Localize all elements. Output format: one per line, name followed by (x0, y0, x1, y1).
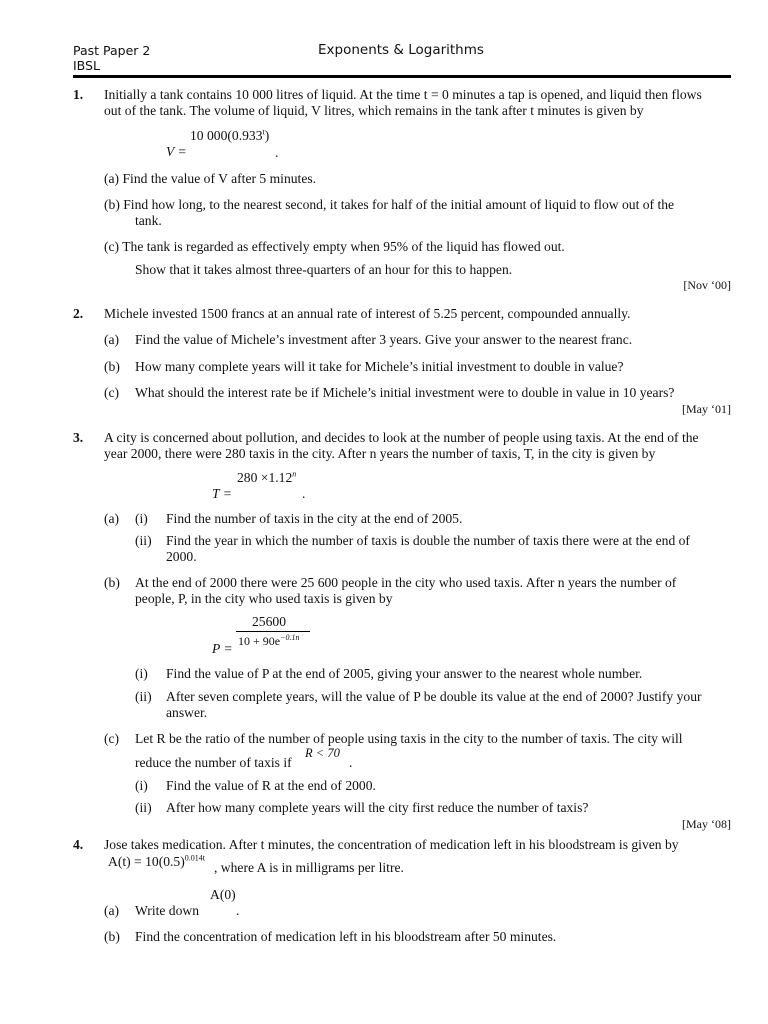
subpart-a-ii-line: 2000. (166, 549, 197, 564)
header-paper-label: Past Paper 2 (73, 43, 151, 58)
part-c-line: Show that it takes almost three-quarters of an hour for this to happen. (135, 262, 513, 277)
formula-period: . (275, 145, 279, 160)
part-b: How many complete years will it take for Michele’s initial investment to double in value? (135, 359, 624, 374)
part-b-line: At the end of 2000 there were 25 600 people in the city who used taxis. After n years the number of (135, 575, 677, 590)
page-title: Exponents & Logarithms (318, 42, 484, 58)
header-rule (73, 75, 731, 78)
inequality: R < 70 (305, 746, 340, 760)
question-stem-line: year 2000, there were 280 taxis in the city. After n years the number of taxis, T, in the city is given by (104, 446, 656, 461)
subpart-a-ii-line: Find the year in which the number of taxis is double the number of taxis there were at the end of (166, 533, 690, 548)
part-label: (a) (104, 903, 120, 918)
part-c-line: (c) The tank is regarded as effectively empty when 95% of the liquid has flowed out. (104, 239, 565, 254)
question-number: 3. (73, 430, 84, 445)
part-label: (a) (104, 511, 120, 526)
part-label: (a) (104, 332, 120, 347)
subpart-label: (i) (135, 778, 148, 793)
header-course-label: IBSL (73, 58, 100, 73)
part-c: What should the interest rate be if Michele’s initial investment were to double in value in 10 years? (135, 385, 675, 400)
taxi-formula-numerator: $280 \times 1.12^n$ (237, 469, 297, 485)
part-label: (b) (104, 929, 120, 944)
formula-numerator: 10 000(0.933$^t$) (190, 127, 270, 143)
formula-period: . (302, 486, 306, 501)
source-tag: [Nov ‘00] (683, 278, 731, 292)
subpart-a-i: Find the number of taxis in the city at the end of 2005. (166, 511, 463, 526)
subpart-label: (i) (135, 666, 148, 681)
subpart-b-ii-line: After seven complete years, will the value of P be double its value at the end of 2000? Justify your (166, 689, 702, 704)
subpart-c-i: Find the value of R at the end of 2000. (166, 778, 376, 793)
people-formula-numerator: 25600 (252, 614, 286, 629)
question-number: 1. (73, 87, 84, 102)
question-stem-line: Michele invested 1500 francs at an annual rate of interest of 5.25 percent, compounded annually. (104, 306, 631, 321)
source-tag: [May ‘01] (682, 402, 731, 416)
part-label: (b) (104, 575, 120, 590)
medication-formula: $A(t) = 10(0.5)^{0.014t}$ (108, 853, 205, 869)
formula-period: . (349, 755, 353, 770)
part-a: Find the value of Michele’s investment after 3 years. Give your answer to the nearest franc. (135, 332, 633, 347)
subpart-c-ii: After how many complete years will the city first reduce the number of taxis? (166, 800, 589, 815)
question-stem-line: A city is concerned about pollution, and decides to look at the number of people using taxis. At the end of the (104, 430, 699, 445)
part-b-line: tank. (135, 213, 162, 228)
part-a: Write down (135, 903, 200, 918)
initial-value-expr: A(0) (210, 887, 236, 902)
subpart-label: (ii) (135, 800, 152, 815)
question-number: 2. (73, 306, 84, 321)
part-b-line: people, P, in the city who used taxis is given by (135, 591, 393, 606)
part-a: (a) Find the value of V after 5 minutes. (104, 171, 317, 186)
part-label: (c) (104, 731, 120, 746)
part-label: (b) (104, 359, 120, 374)
question-stem-line: Jose takes medication. After t minutes, the concentration of medication left in his bloodstream is given by (104, 837, 679, 852)
taxi-formula-lhs: T = (212, 486, 232, 501)
part-c-line: reduce the number of taxis if (135, 755, 292, 770)
part-b: Find the concentration of medication left in his bloodstream after 50 minutes. (135, 929, 557, 944)
question-stem-line: out of the tank. The volume of liquid, V litres, which remains in the tank after t minutes is given by (104, 103, 644, 118)
formula-period: . (236, 903, 240, 918)
question-number: 4. (73, 837, 84, 852)
subpart-b-ii-line: answer. (166, 705, 208, 720)
subpart-b-i: Find the value of P at the end of 2005, giving your answer to the nearest whole number. (166, 666, 643, 681)
question-stem-line: , where A is in milligrams per litre. (214, 860, 404, 875)
question-stem-line: Initially a tank contains 10 000 litres of liquid. At the time t = 0 minutes a tap is opened, and liquid then flows (104, 87, 702, 102)
formula-lhs: V = (166, 144, 187, 159)
part-b-line: (b) Find how long, to the nearest second, it takes for half of the initial amount of liquid to flow out of the (104, 197, 675, 212)
fraction-bar (236, 631, 310, 632)
people-formula-lhs: P = (212, 641, 233, 656)
subpart-label: (ii) (135, 689, 152, 704)
subpart-label: (ii) (135, 533, 152, 548)
part-c-line: Let R be the ratio of the number of people using taxis in the city to the number of taxis. The city will (135, 731, 683, 746)
people-formula-denominator: $10 + 90e^{-0.1n}$ (238, 633, 300, 648)
source-tag: [May ‘08] (682, 817, 731, 831)
part-label: (c) (104, 385, 120, 400)
subpart-label: (i) (135, 511, 148, 526)
